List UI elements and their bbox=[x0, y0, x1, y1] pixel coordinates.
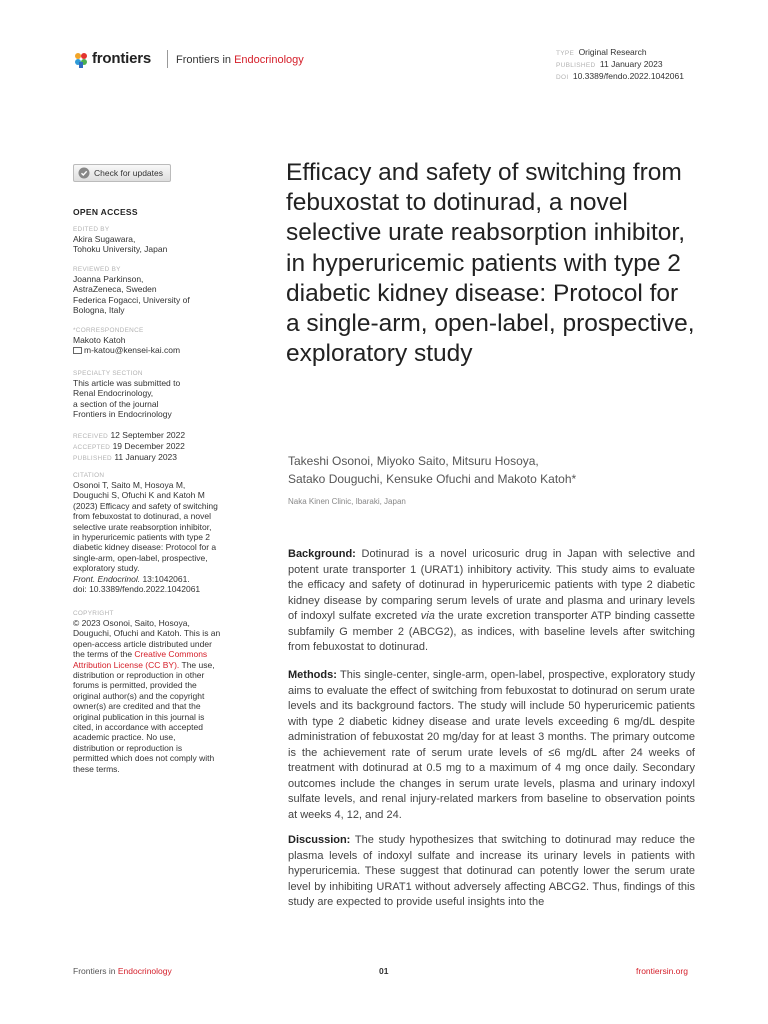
mail-icon bbox=[73, 347, 82, 354]
open-access-label: OPEN ACCESS bbox=[73, 207, 138, 217]
citation-doi[interactable]: doi: 10.3389/fendo.2022.1042061 bbox=[73, 584, 201, 595]
copyright-section: COPYRIGHT © 2023 Osonoi, Saito, Hosoya, Douguchi, Ofuchi and Katoh. This is an open-access article distributed under the terms of the Creative Commons Attribution License (CC BY). The use, distribution or reproduction in other forums is permitted, provided the original author(s) and the copyright owner(s) are credited and that the original publication in this journal is cited, in accordance with accepted academic practice. No use, distribution or reproduction is permitted which does not comply with these terms. bbox=[73, 610, 221, 774]
footer-site-link[interactable]: frontiersin.org bbox=[636, 966, 688, 976]
abstract-methods: Methods: This single-center, single-arm, open-label, prospective, exploratory study aims to evaluate the effect of switching from febuxostat to dotinurad on serum urate levels and its background factors. The study will include 50 hyperuricemic patients with type 2 diabetic kidney disease and urate levels exceeding 6 mg/dL despite administration of febuxostat 20 mg/day for at least 3 months. The primary outcome is the achievement rate of serum urate levels of ≤6 mg/dL after 24 weeks of treatment with dotinurad at 0.5 mg to a maximum of 4 mg once daily. Secondary outcomes include the changes in serum urate levels, plasma and urinary indoxyl sulfate levels, and renal injury-related markers from baseline to observation points at weeks 4, 12, and 24. bbox=[288, 669, 695, 821]
article-doi[interactable]: DOI 10.3389/fendo.2022.1042061 bbox=[556, 71, 684, 81]
specialty-section: SPECIALTY SECTION This article was submitted to Renal Endocrinology, a section of the journal Frontiers in Endocrinology bbox=[73, 370, 181, 420]
article-published: PUBLISHED 11 January 2023 bbox=[556, 59, 663, 69]
check-for-updates-button[interactable]: Check for updates bbox=[73, 164, 171, 182]
affiliation: Naka Kinen Clinic, Ibaraki, Japan bbox=[288, 497, 406, 506]
journal-name[interactable]: Frontiers in Endocrinology bbox=[176, 54, 304, 66]
author-list: Takeshi Osonoi, Miyoko Saito, Mitsuru Hosoya, Satako Douguchi, Kensuke Ofuchi and Makoto Katoh* bbox=[288, 454, 577, 486]
header-separator bbox=[167, 50, 168, 68]
correspondence-email[interactable]: m-katou@kensei-kai.com bbox=[73, 345, 243, 355]
citation-section: CITATION Osonoi T, Saito M, Hosoya M, Douguchi S, Ofuchi K and Katoh M (2023) Efficacy and safety of switching from febuxostat to dotinurad, a novel selective urate reabsorption inhibitor, in hyperuricemic patients with type 2 diabetic kidney disease: Protocol for a single-arm, open-label, prospective, exploratory study. Front. Endocrinol. 13:1042061. doi: 10.3389/fendo.2022.1042061 bbox=[73, 471, 243, 594]
reviewed-by-section: REVIEWED BY Joanna Parkinson, AstraZeneca, Sweden Federica Fogacci, University of Bologna, Italy bbox=[73, 266, 190, 316]
frontiers-logo-text[interactable]: frontiers bbox=[92, 50, 152, 67]
correspondence-section: *CORRESPONDENCE Makoto Katoh m-katou@kensei-kai.com bbox=[73, 326, 243, 356]
cc-license-link-2[interactable]: Attribution License (CC BY). bbox=[73, 659, 180, 670]
footer-journal[interactable]: Frontiers in Endocrinology bbox=[73, 966, 172, 976]
frontiers-logo-icon bbox=[73, 52, 89, 68]
check-updates-icon bbox=[78, 167, 90, 179]
abstract-discussion: Discussion: The study hypothesizes that switching to dotinurad may reduce the plasma levels of indoxyl sulfate and increase its urinary levels in patients with hyperuricemia. These suggest that dotinurad can potently lower the serum urate level by inhibiting URAT1 without adversely affecting ABCG2. Thus, findings of this study are expected to provide useful insights into the bbox=[288, 834, 695, 908]
edited-by-section: EDITED BY Akira Sugawara, Tohoku University, Japan bbox=[73, 226, 168, 255]
abstract-background: Background: Dotinurad is a novel uricosuric drug in Japan with selective and potent urate transporter 1 (URAT1) inhibitory activity. This study aims to evaluate the efficacy and safety of dotinurad in hyperuricemic patients with type 2 diabetic kidney disease by comparing serum levels of urate and plasma and urinary levels of indoxyl sulfate excreted via the urate excretion transporter ATP binding cassette subfamily G member 2 (ABCG2), as indices, with baseline levels after switching from febuxostat to dotinurad. bbox=[288, 548, 695, 653]
dates-section: RECEIVED 12 September 2022 ACCEPTED 19 December 2022 PUBLISHED 11 January 2023 bbox=[73, 430, 186, 462]
article-type: TYPE Original Research bbox=[556, 47, 647, 57]
cc-license-link[interactable]: Creative Commons bbox=[134, 649, 208, 660]
page-number: 01 bbox=[379, 966, 389, 976]
article-title: Efficacy and safety of switching from febuxostat to dotinurad, a novel selective urate reabsorption inhibitor, in hyperuricemic patients with type 2 diabetic kidney disease: Protocol for a single-arm, open-label, prospective, exploratory study bbox=[286, 159, 695, 368]
